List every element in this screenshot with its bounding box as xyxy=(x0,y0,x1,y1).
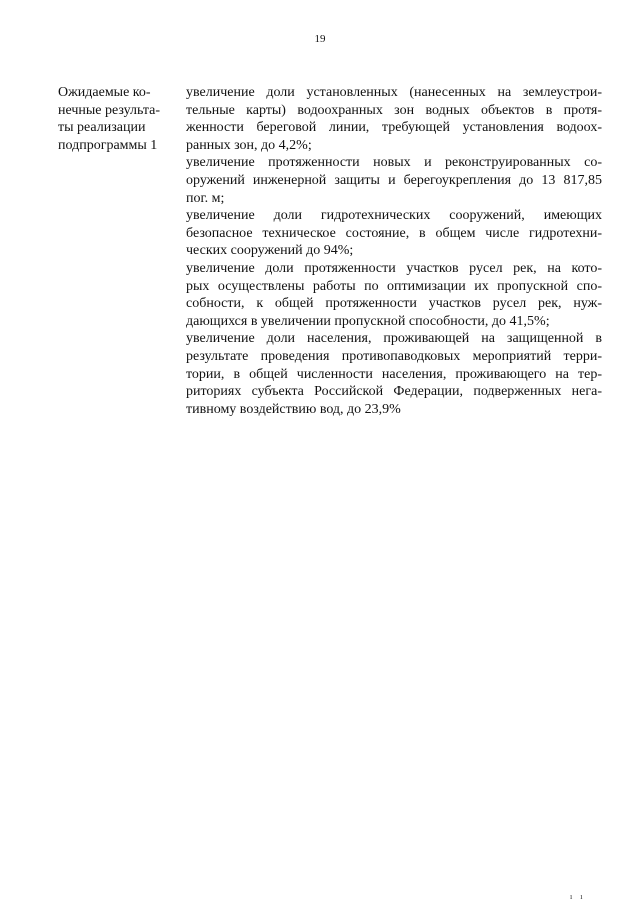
text-line: увеличение доли протяженности участков русел рек, на кото- xyxy=(186,260,602,276)
text-line: результате проведения противопаводковых мероприятий терри- xyxy=(186,348,602,364)
result-item-protected-population xyxy=(186,330,602,418)
section-label-line: Ожидаемые ко- xyxy=(58,85,151,100)
text-line: увеличение доли населения, проживающей на защищенной в xyxy=(186,331,602,347)
text-line: женности береговой линии, требующей установления водоох- xyxy=(186,120,602,136)
results-list xyxy=(186,84,602,418)
section-label xyxy=(58,84,170,154)
text-line: оружений инженерной защиты и берегоукрепления до 13 817,85 xyxy=(186,172,602,188)
text-line: безопасное техническое состояние, в общем числе гидротехни- xyxy=(186,225,602,241)
page-number: 19 xyxy=(314,33,326,45)
section-label-line: нечные результа- xyxy=(58,102,161,118)
footer-mark: ı ı xyxy=(570,892,586,901)
section-label-line: ты реализации xyxy=(58,120,146,136)
text-line: ранных зон, до 4,2%; xyxy=(186,137,312,153)
text-line: тельные карты) водоохранных зон водных объектов в протя- xyxy=(186,102,602,118)
result-item-hydraulic-structures xyxy=(186,207,602,260)
text-line: увеличение доли установленных (нанесенных на землеустрои- xyxy=(186,85,602,100)
text-line: рых осуществлены работы по оптимизации их пропускной спо- xyxy=(186,278,602,294)
text-line: дающихся в увеличении пропускной способности, до 41,5%; xyxy=(186,313,550,329)
text-line: увеличение доли гидротехнических сооружений, имеющих xyxy=(186,208,602,224)
text-line: риториях субъекта Российской Федерации, подверженных нега- xyxy=(186,384,602,400)
text-line: ческих сооружений до 94%; xyxy=(186,243,354,259)
result-item-water-protection-zones xyxy=(186,84,602,154)
result-item-riverbed-sections xyxy=(186,260,602,330)
text-line: увеличение протяженности новых и реконструированных со- xyxy=(186,155,602,171)
result-item-engineering-protection xyxy=(186,154,602,207)
text-line: тивному воздействию вод, до 23,9% xyxy=(186,401,401,417)
text-line: пог. м; xyxy=(186,190,225,206)
text-line: тории, в общей численности населения, проживающего на тер- xyxy=(186,366,602,382)
section-label-line: подпрограммы 1 xyxy=(58,137,158,153)
text-line: собности, к общей протяженности участков русел рек, нуж- xyxy=(186,296,602,312)
